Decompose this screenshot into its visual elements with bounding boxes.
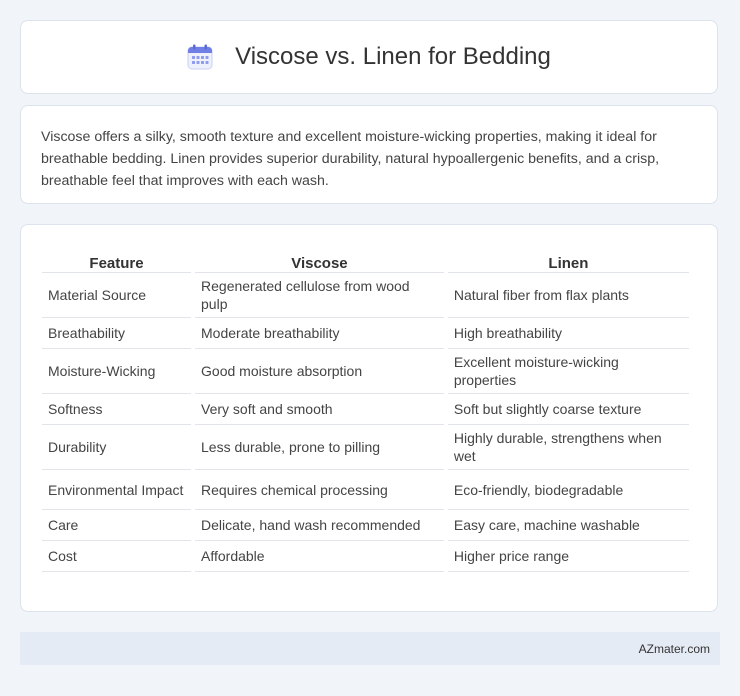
table-row	[42, 273, 689, 318]
calendar-icon	[187, 44, 213, 70]
linen-cell: Excellent moisture-wicking properties	[448, 349, 689, 394]
table-header-row	[42, 247, 689, 273]
viscose-cell: Delicate, hand wash recommended	[195, 510, 444, 541]
summary-text: Viscose offers a silky, smooth texture and excellent moisture-wicking properties, making it ideal for breathable bedding. Linen provides superior durability, natural hypoallergenic benefits, and a crisp, breathable feel that improves with each wash.	[41, 129, 660, 189]
footer-bar	[20, 632, 720, 665]
viscose-cell: Less durable, prone to pilling	[195, 425, 444, 470]
linen-cell: Soft but slightly coarse texture	[448, 394, 689, 425]
feature-cell: Material Source	[42, 273, 191, 318]
table-row	[42, 470, 689, 510]
table-row	[42, 318, 689, 349]
viscose-cell: Affordable	[195, 541, 444, 572]
table-row	[42, 510, 689, 541]
header-viscose: Viscose	[195, 247, 444, 273]
linen-cell: Easy care, machine washable	[448, 510, 689, 541]
viscose-cell: Requires chemical processing	[195, 470, 444, 510]
feature-cell: Moisture-Wicking	[42, 349, 191, 394]
table-row	[42, 541, 689, 572]
viscose-cell: Moderate breathability	[195, 318, 444, 349]
viscose-cell: Good moisture absorption	[195, 349, 444, 394]
feature-cell: Environmental Impact	[42, 470, 191, 510]
feature-cell: Cost	[42, 541, 191, 572]
summary-card	[20, 105, 718, 204]
feature-cell: Breathability	[42, 318, 191, 349]
linen-cell: Natural fiber from flax plants	[448, 273, 689, 318]
linen-cell: Highly durable, strengthens when wet	[448, 425, 689, 470]
table-row	[42, 349, 689, 394]
feature-cell: Softness	[42, 394, 191, 425]
linen-cell: High breathability	[448, 318, 689, 349]
viscose-cell: Regenerated cellulose from wood pulp	[195, 273, 444, 318]
footer-site-link[interactable]: AZmater.com	[638, 641, 710, 656]
header-feature: Feature	[42, 247, 191, 273]
table-row	[42, 394, 689, 425]
comparison-table	[38, 247, 693, 572]
header-linen: Linen	[448, 247, 689, 273]
viscose-cell: Very soft and smooth	[195, 394, 444, 425]
table-row	[42, 425, 689, 470]
feature-cell: Care	[42, 510, 191, 541]
linen-cell: Higher price range	[448, 541, 689, 572]
header-card	[20, 20, 718, 94]
page-title: Viscose vs. Linen for Bedding	[235, 43, 551, 70]
feature-cell: Durability	[42, 425, 191, 470]
title-wrap	[187, 43, 551, 71]
linen-cell: Eco-friendly, biodegradable	[448, 470, 689, 510]
comparison-table-card	[20, 224, 718, 612]
